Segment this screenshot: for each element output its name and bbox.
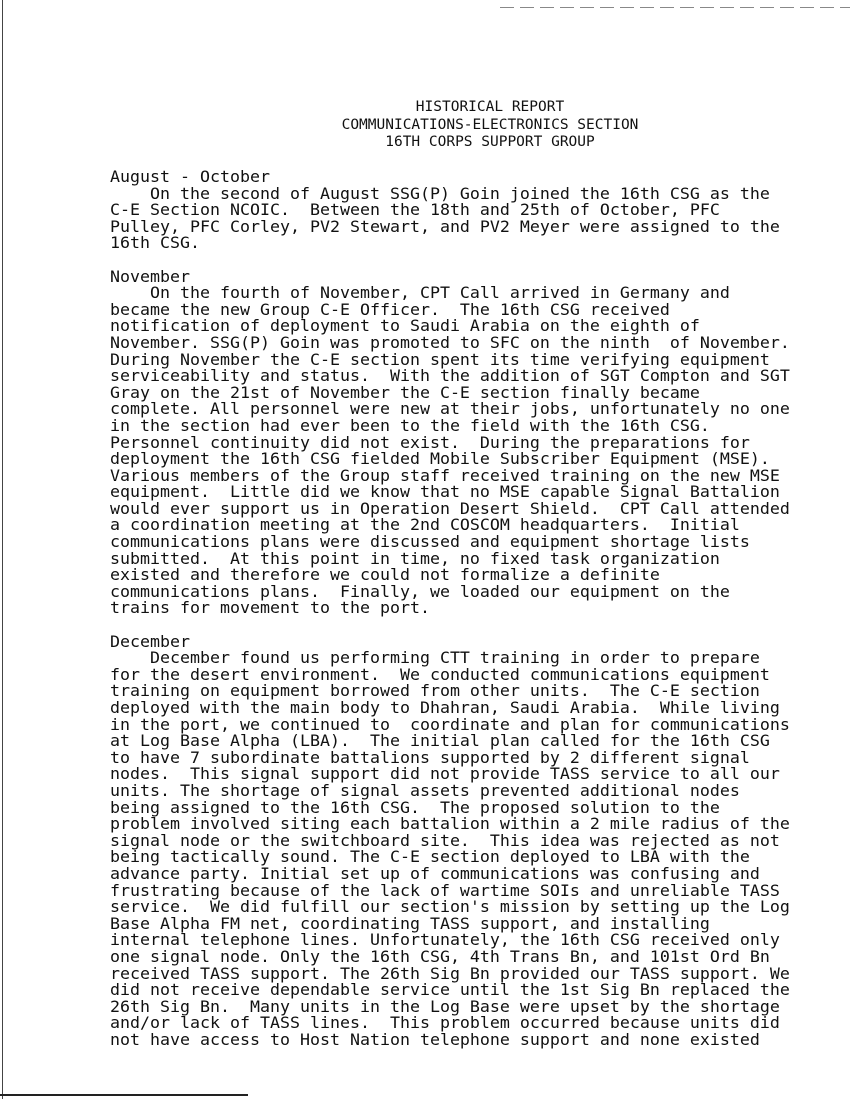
paragraph-line: units. The shortage of signal assets prevented additional nodes: [110, 780, 740, 800]
report-title: [0, 99, 850, 152]
paragraph-line: equipment. Little did we know that no MSE capable Signal Battalion: [110, 482, 780, 502]
paragraph-line: communications plans. Finally, we loaded our equipment on the: [110, 581, 730, 601]
paragraph-line: deployment the 16th CSG fielded Mobile Subscriber Equipment (MSE).: [110, 449, 770, 469]
paragraph-line: Personnel continuity did not exist. During the preparations for: [110, 432, 750, 452]
paragraph-line: submitted. At this point in time, no fixed task organization: [110, 548, 720, 568]
paragraph-line: in the section had ever been to the field with the 16th CSG.: [110, 415, 710, 435]
paragraph-line: serviceability and status. With the addition of SGT Compton and SGT: [110, 366, 790, 386]
paragraph-line: nodes. This signal support did not provide TASS service to all our: [110, 764, 780, 784]
paragraph-line: communications plans were discussed and equipment shortage lists: [110, 532, 750, 552]
paragraph-line: not have access to Host Nation telephone support and none existed: [110, 1029, 760, 1049]
paragraph-line: being tactically sound. The C-E section deployed to LBA with the: [110, 847, 750, 867]
paragraph-line: being assigned to the 16th CSG. The proposed solution to the: [110, 797, 720, 817]
paragraph-line: would ever support us in Operation Desert Shield. CPT Call attended: [110, 498, 790, 518]
page-edge-bottom: [0, 1094, 248, 1096]
blank-line: [110, 617, 777, 634]
paragraph-line: trains for movement to the port.: [110, 598, 430, 618]
paragraph-line: for the desert environment. We conducted communications equipment: [110, 664, 770, 684]
blank-line: [110, 252, 777, 269]
paragraph-line: service. We did fulfill our section's mission by setting up the Log: [110, 897, 790, 917]
paragraph-line: Various members of the Group staff received training on the new MSE: [110, 465, 780, 485]
paragraph-line: did not receive dependable service until the 1st Sig Bn replaced the: [110, 980, 790, 1000]
paragraph-line: Pulley, PFC Corley, PV2 Stewart, and PV2 Meyer were assigned to the: [110, 216, 780, 236]
paragraph-line: one signal node. Only the 16th CSG, 4th Trans Bn, and 101st Ord Bn: [110, 946, 770, 966]
report-body: [110, 167, 790, 1049]
paragraph-line: 16th CSG.: [110, 233, 200, 253]
title-line: COMMUNICATIONS-ELECTRONICS SECTION: [341, 116, 639, 133]
paragraph-line: at Log Base Alpha (LBA). The initial plan called for the 16th CSG: [110, 731, 770, 751]
paragraph-line: advance party. Initial set up of communications was confusing and: [110, 863, 760, 883]
paragraph-line: C-E Section NCOIC. Between the 18th and 25th of October, PFC: [110, 200, 720, 220]
paragraph-line: existed and therefore we could not formalize a definite: [110, 565, 660, 585]
paragraph-line: notification of deployment to Saudi Arabia on the eighth of: [110, 316, 700, 336]
section-heading: December: [110, 631, 190, 651]
paragraph-line: On the fourth of November, CPT Call arrived in Germany and: [110, 283, 730, 303]
paragraph-line: frustrating because of the lack of wartime SOIs and unreliable TASS: [110, 880, 780, 900]
paragraph-line: and/or lack of TASS lines. This problem occurred because units did: [110, 1013, 780, 1033]
paragraph-line: became the new Group C-E Officer. The 16th CSG received: [110, 299, 670, 319]
paragraph-line: deployed with the main body to Dhahran, Saudi Arabia. While living: [110, 698, 780, 717]
section-heading: August - October: [110, 167, 270, 186]
paragraph-line: in the port, we continued to coordinate and plan for communications: [110, 714, 790, 734]
paragraph-line: During November the C-E section spent its time verifying equipment: [110, 349, 770, 369]
paragraph-line: Gray on the 21st of November the C-E section finally became: [110, 382, 700, 402]
paragraph-line: signal node or the switchboard site. This idea was rejected as not: [110, 830, 780, 850]
page-edge-left: [2, 0, 3, 1099]
paragraph-line: a coordination meeting at the 2nd COSCOM headquarters. Initial: [110, 515, 740, 535]
title-line: HISTORICAL REPORT: [415, 99, 565, 115]
title-line: 16TH CORPS SUPPORT GROUP: [385, 134, 595, 150]
paragraph-line: training on equipment borrowed from other units. The C-E section: [110, 681, 760, 701]
paragraph-line: 26th Sig Bn. Many units in the Log Base were upset by the shortage: [110, 996, 780, 1016]
paragraph-line: problem involved siting each battalion within a 2 mile radius of the: [110, 814, 790, 834]
paragraph-line: complete. All personnel were new at their jobs, unfortunately no one: [110, 399, 790, 419]
paragraph-line: November. SSG(P) Goin was promoted to SFC on the ninth of November.: [110, 332, 790, 352]
section-heading: November: [110, 266, 190, 286]
paragraph-line: On the second of August SSG(P) Goin joined the 16th CSG as the: [110, 183, 770, 203]
paragraph-line: internal telephone lines. Unfortunately, the 16th CSG received only: [110, 930, 780, 950]
page-edge-top: [500, 7, 850, 8]
paragraph-line: December found us performing CTT training in order to prepare: [110, 648, 760, 668]
paragraph-line: received TASS support. The 26th Sig Bn provided our TASS support. We: [110, 963, 790, 983]
paragraph-line: Base Alpha FM net, coordinating TASS support, and installing: [110, 913, 710, 933]
paragraph-line: to have 7 subordinate battalions supported by 2 different signal: [110, 747, 750, 767]
